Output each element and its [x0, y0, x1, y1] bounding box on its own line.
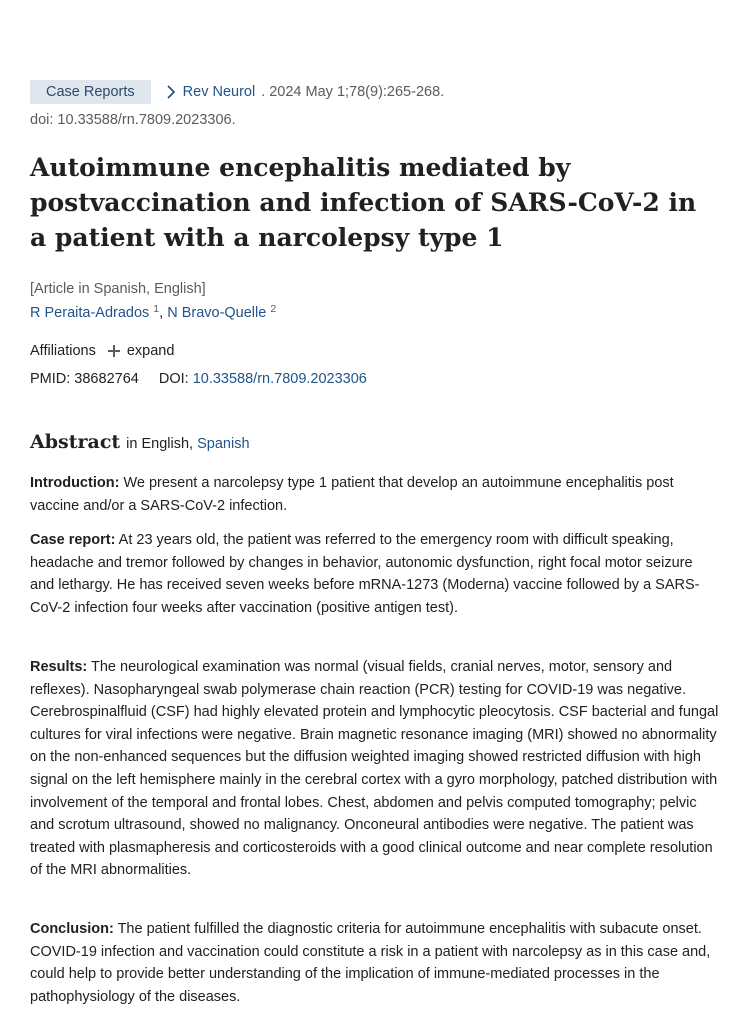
- section-text: At 23 years old, the patient was referred to the emergency room with difficult speaking, headache and tremor followed by changes in behavior, autonomic dysfunction, right focal motor seizure and lethargy. He has received seven weeks before mRNA-1273 (Moderna) vaccine followed by a SARS-CoV-2 infection four weeks after vaccination (positive antigen test).: [30, 532, 700, 616]
- author-link[interactable]: R Peraita-Adrados: [30, 305, 150, 321]
- abstract-title: Abstract: [30, 431, 121, 453]
- abstract-language-current: in English,: [126, 436, 194, 452]
- section-label: Results:: [30, 659, 88, 675]
- citation-text: . 2024 May 1;78(9):265-268.: [261, 84, 445, 100]
- author-affiliation-number[interactable]: 1: [153, 303, 160, 315]
- article-language-note: [Article in Spanish, English]: [30, 281, 206, 297]
- publication-meta: [30, 80, 444, 104]
- author-link[interactable]: N Bravo-Quelle: [167, 305, 267, 321]
- section-label: Case report:: [30, 532, 116, 548]
- affiliations-toggle[interactable]: [30, 343, 174, 359]
- author-affiliation-number[interactable]: 2: [270, 303, 277, 315]
- affiliations-label: Affiliations: [30, 343, 96, 359]
- publication-type-badge[interactable]: Case Reports: [30, 80, 151, 104]
- abstract-section-conclusion: [30, 918, 720, 1008]
- section-text: The patient fulfilled the diagnostic criteria for autoimmune encephalitis with subacute onset. COVID-19 infection and vaccination could constitute a risk in a patient with narcolepsy as in this case and, could help to provide better understanding of the implication of immune-mediated processes in the pathophysiology of the diseases.: [30, 921, 711, 1005]
- abstract-section-results: [30, 656, 720, 882]
- abstract-section-case-report: [30, 529, 720, 619]
- abstract-language-link[interactable]: Spanish: [197, 436, 250, 452]
- plus-icon: [108, 345, 120, 357]
- journal-link[interactable]: Rev Neurol: [182, 84, 256, 100]
- chevron-right-icon: [163, 84, 179, 100]
- section-text: We present a narcolepsy type 1 patient that develop an autoimmune encephalitis post vaccine and/or a SARS-CoV-2 infection.: [30, 475, 674, 514]
- abstract-section-introduction: [30, 472, 720, 517]
- article-title: Autoimmune encephalitis mediated by postvaccination and infection of SARS-CoV-2 in a patient with a narcolepsy type 1: [30, 153, 697, 252]
- pmid: PMID: 38682764: [30, 371, 139, 387]
- author-separator: ,: [159, 305, 164, 321]
- expand-button[interactable]: expand: [126, 343, 175, 359]
- abstract-language-selector: [126, 436, 249, 452]
- doi-link[interactable]: 10.33588/rn.7809.2023306: [192, 371, 367, 387]
- doi-citation-line: doi: 10.33588/rn.7809.2023306.: [30, 112, 236, 128]
- section-text: The neurological examination was normal (visual fields, cranial nerves, motor, sensory and reflexes). Nasopharyngeal swab polymerase chain reaction (PCR) testing for COVID-19 was negative. Cerebrospinalfluid (CSF) had highly elevated protein and lymphocytic pleocytosis. CSF bacterial and fungal cultures for viral infections were negative. Brain magnetic resonance imaging (MRI) showed no abnormality on the non-enhanced sequences but the diffusion weighted imaging showed restricted diffusion with high signal on the left hemisphere mainly in the cerebral cortex with a gyro morphology, patched distribution with involvement of the temporal and frontal lobes. Chest, abdomen and pelvis computed tomography; pelvic and scrotum ultrasound, showed no malignancy. Onconeural antibodies were negative. The patient was treated with plasmapheresis and corticosteroids with a good clinical outcome and near complete resolution of the MRI abnormalities.: [30, 659, 719, 879]
- abstract-heading-row: [30, 431, 250, 453]
- section-label: Introduction:: [30, 475, 120, 491]
- identifiers-row: [30, 371, 367, 387]
- author-list: [30, 303, 276, 321]
- doi-label: DOI:: [158, 371, 189, 387]
- section-label: Conclusion:: [30, 921, 114, 937]
